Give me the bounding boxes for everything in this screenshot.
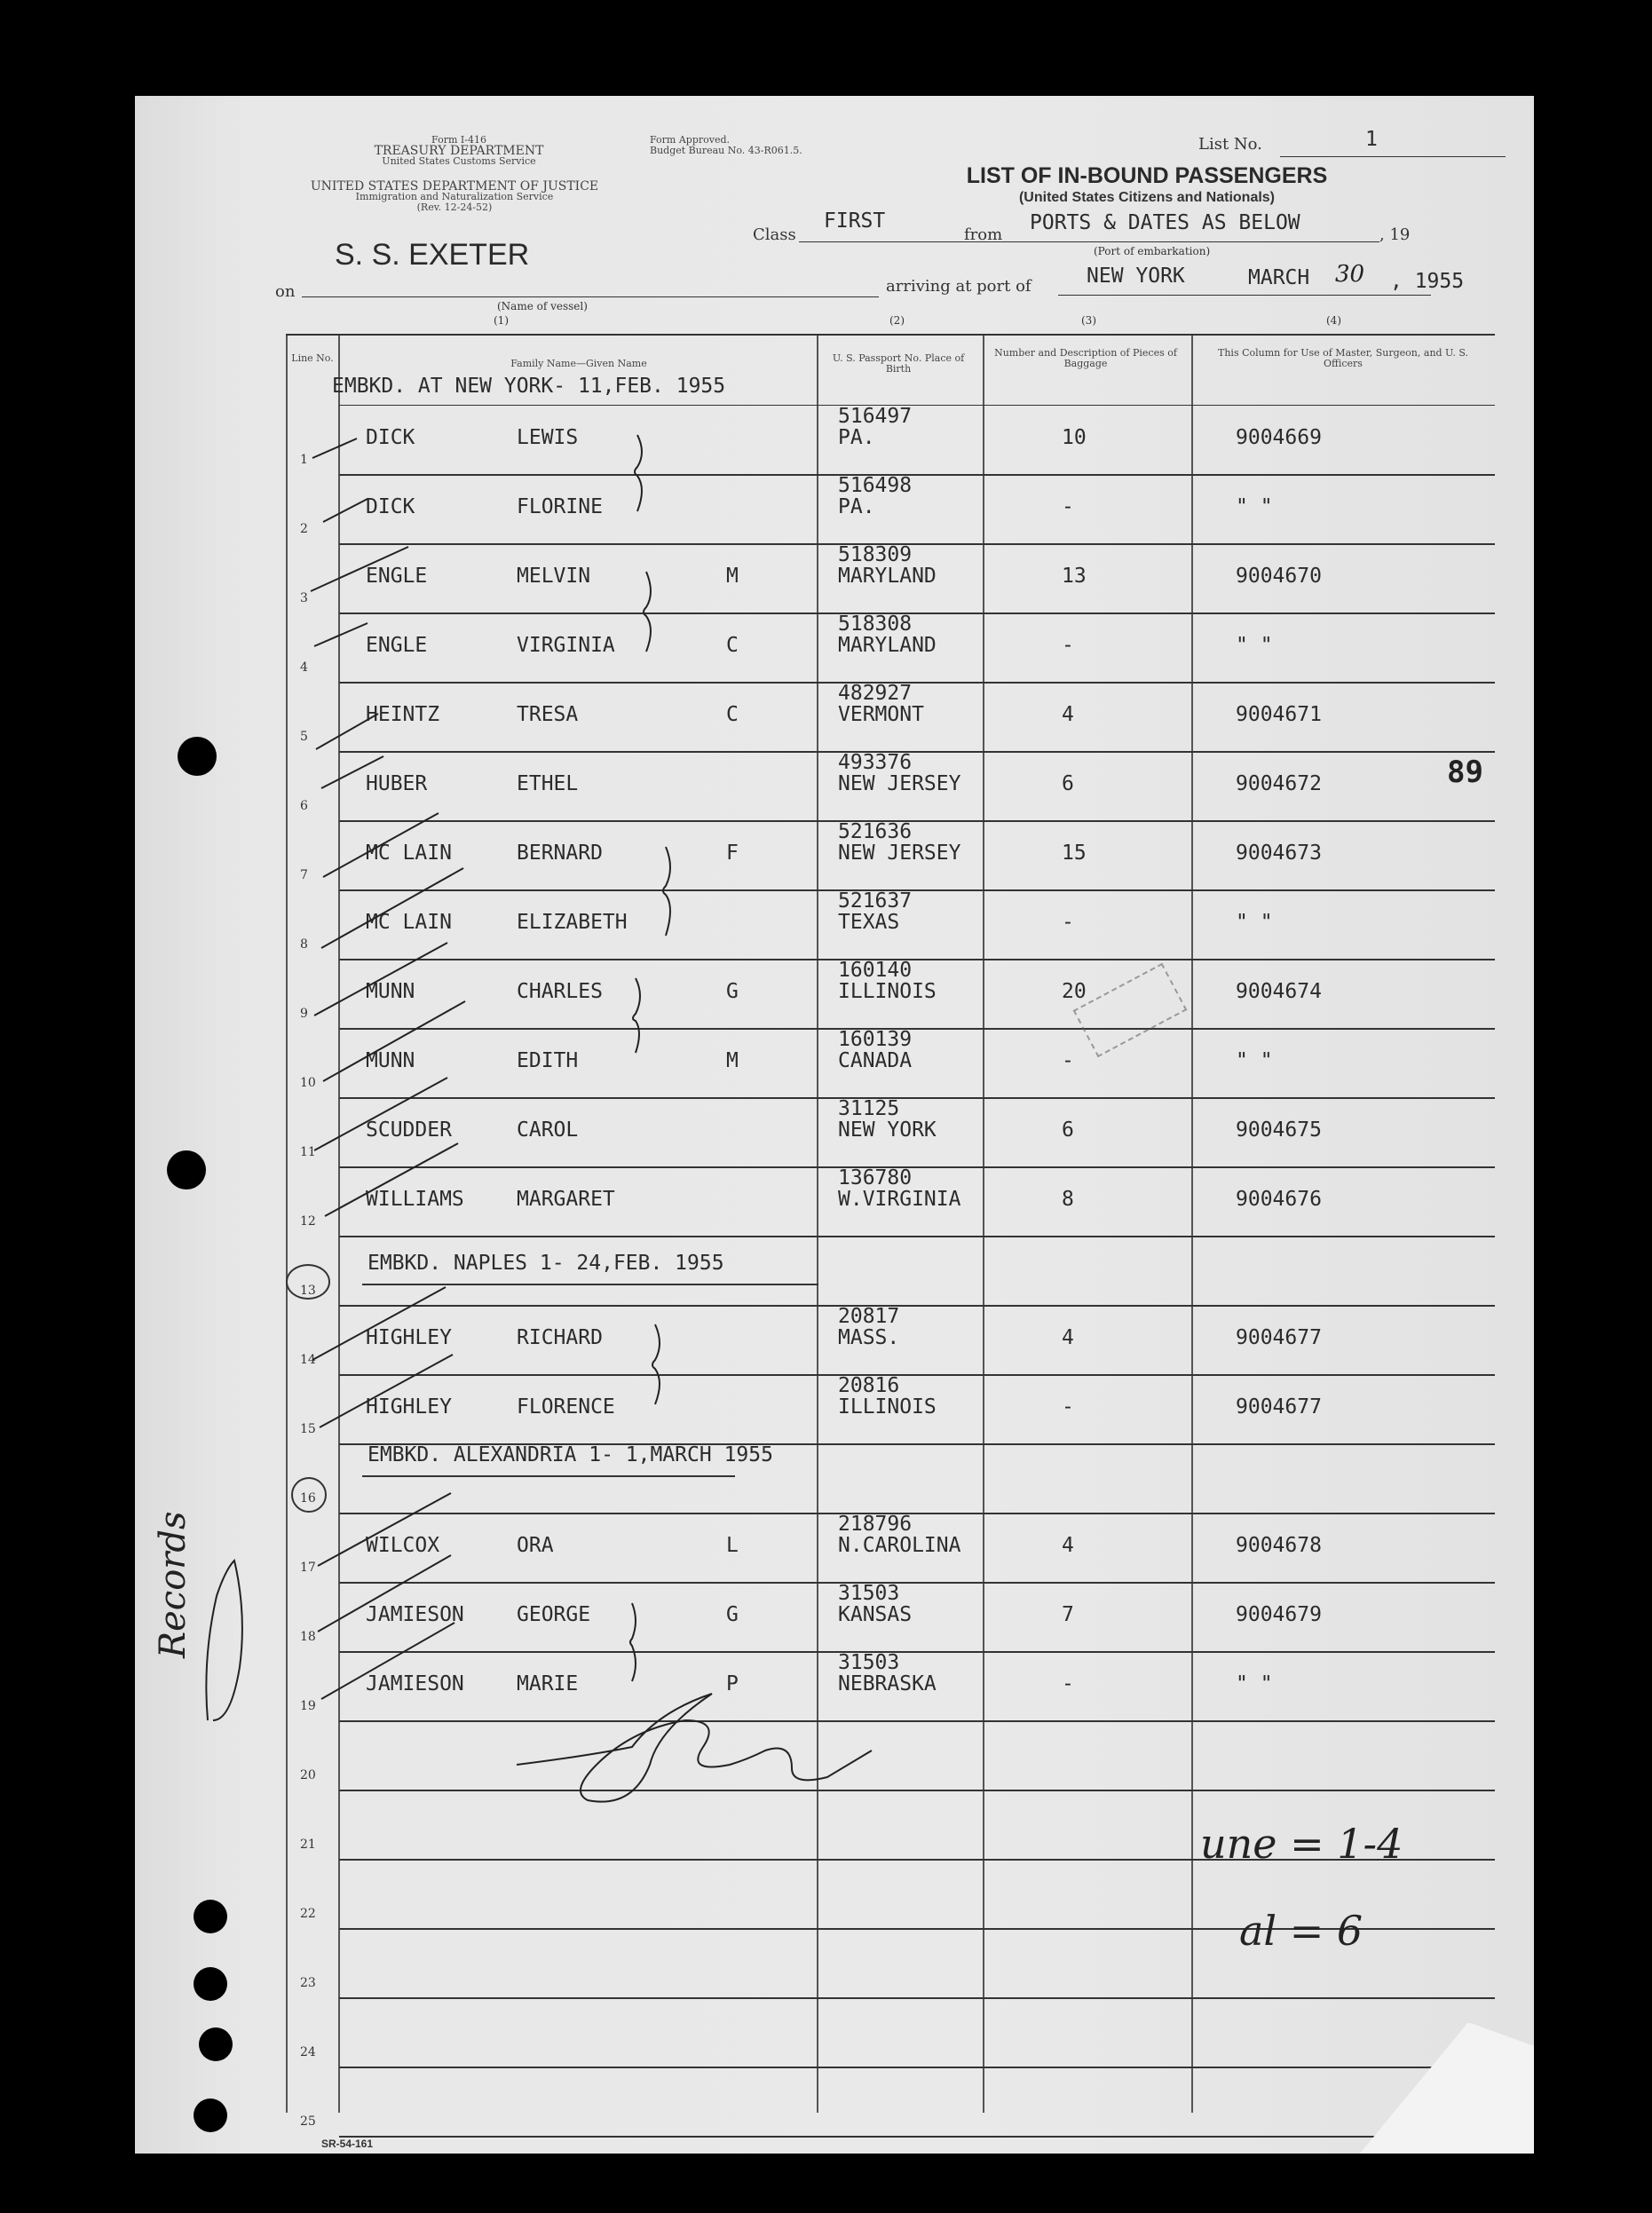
page-title: LIST OF IN-BOUND PASSENGERS: [966, 163, 1328, 188]
passport-number: 31503: [838, 1582, 900, 1605]
line-number: 17: [300, 1561, 316, 1575]
line-number: 24: [300, 2045, 316, 2059]
col-num-1: (1): [494, 314, 509, 327]
arrival-year: , 1955: [1390, 270, 1465, 293]
baggage-count: 20: [1062, 980, 1087, 1003]
family-name: HEINTZ: [366, 703, 440, 726]
status-mark: C: [726, 634, 739, 657]
family-name: ENGLE: [366, 634, 428, 657]
passport-number: 31125: [838, 1097, 900, 1120]
family-name: HUBER: [366, 772, 428, 795]
officer-number: 9004674: [1236, 980, 1322, 1003]
status-mark: L: [726, 1534, 739, 1557]
passport-number: 160139: [838, 1028, 913, 1051]
passport-number: 160140: [838, 959, 913, 982]
given-name: VIRGINIA: [517, 634, 615, 657]
family-name: JAMIESON: [366, 1603, 464, 1626]
given-name: CAROL: [517, 1118, 579, 1142]
officer-number: 9004671: [1236, 703, 1322, 726]
family-name: ENGLE: [366, 565, 428, 588]
family-name: MUNN: [366, 1049, 415, 1072]
baggage-count: 4: [1062, 1534, 1074, 1557]
baggage-count: 15: [1062, 842, 1087, 865]
baggage-count: 10: [1062, 426, 1087, 449]
place-of-birth: ILLINOIS: [838, 980, 937, 1003]
family-name: JAMIESON: [366, 1672, 464, 1695]
section-header-new-york: EMBKD. AT NEW YORK- 11,FEB. 1955: [332, 375, 726, 398]
passport-number: 516497: [838, 405, 913, 428]
place-of-birth: NEBRASKA: [838, 1672, 937, 1695]
baggage-count: 7: [1062, 1603, 1074, 1626]
line-number: 20: [300, 1768, 316, 1782]
officer-number: 9004676: [1236, 1188, 1322, 1211]
passport-number: 493376: [838, 751, 913, 774]
passport-number: 20817: [838, 1305, 900, 1328]
page-stamp-number: 89: [1447, 755, 1483, 790]
family-name: MC LAIN: [366, 842, 452, 865]
line-number: 10: [300, 1076, 316, 1090]
baggage-count: -: [1062, 634, 1074, 657]
baggage-count: 13: [1062, 565, 1087, 588]
arrival-port: NEW YORK: [1087, 265, 1185, 288]
place-of-birth: NEW YORK: [838, 1118, 937, 1142]
line-number: 25: [300, 2114, 316, 2129]
officer-number: 9004677: [1236, 1395, 1322, 1419]
family-name: DICK: [366, 495, 415, 518]
class-label: Class: [753, 225, 796, 244]
line-number: 3: [300, 591, 308, 605]
line-number: 15: [300, 1422, 316, 1436]
col-header-officers: This Column for Use of Master, Surgeon, and U. S. Officers: [1218, 347, 1468, 369]
given-name: GEORGE: [517, 1603, 591, 1626]
officer-number: 9004670: [1236, 565, 1322, 588]
given-name: ELIZABETH: [517, 911, 628, 934]
officer-number: " ": [1236, 634, 1273, 657]
baggage-count: -: [1062, 495, 1074, 518]
officer-number: 9004677: [1236, 1326, 1322, 1349]
baggage-count: -: [1062, 1049, 1074, 1072]
baggage-count: -: [1062, 911, 1074, 934]
list-no-label: List No.: [1198, 135, 1262, 154]
arriving-label: arriving at port of: [886, 277, 1032, 296]
year-prefix: , 19: [1379, 225, 1411, 244]
passport-number: 518308: [838, 613, 913, 636]
passport-number: 31503: [838, 1651, 900, 1674]
given-name: MARIE: [517, 1672, 579, 1695]
given-name: ETHEL: [517, 772, 579, 795]
passport-number: 518309: [838, 543, 913, 566]
baggage-count: -: [1062, 1395, 1074, 1419]
line-number: 8: [300, 937, 308, 952]
form-code: SR-54-161: [321, 2138, 374, 2150]
line-number: 5: [300, 730, 308, 744]
place-of-birth: NEW JERSEY: [838, 842, 961, 865]
place-of-birth: N.CAROLINA: [838, 1534, 961, 1557]
given-name: ORA: [517, 1534, 554, 1557]
col-header-baggage: Number and Description of Pieces of Baggage: [994, 347, 1177, 369]
given-name: CHARLES: [517, 980, 603, 1003]
place-of-birth: TEXAS: [838, 911, 900, 934]
col-num-3: (3): [1081, 314, 1096, 327]
officer-number: " ": [1236, 1049, 1273, 1072]
vessel-name: S. S. EXETER: [335, 238, 530, 272]
on-label: on: [275, 282, 296, 301]
status-mark: C: [726, 703, 739, 726]
family-name: DICK: [366, 426, 415, 449]
passport-number: 521637: [838, 889, 913, 913]
given-name: LEWIS: [517, 426, 579, 449]
arrival-day: 30: [1335, 261, 1365, 288]
officer-number: 9004678: [1236, 1534, 1322, 1557]
col-num-2: (2): [889, 314, 905, 327]
line-number: 2: [300, 522, 308, 536]
vessel-caption: (Name of vessel): [497, 300, 588, 312]
status-mark: G: [726, 1603, 739, 1626]
given-name: TRESA: [517, 703, 579, 726]
line-number: 6: [300, 799, 308, 813]
place-of-birth: W.VIRGINIA: [838, 1188, 961, 1211]
family-name: WILCOX: [366, 1534, 440, 1557]
family-name: MUNN: [366, 980, 415, 1003]
status-mark: G: [726, 980, 739, 1003]
status-mark: P: [726, 1672, 739, 1695]
col-header-line: Line No.: [291, 352, 334, 364]
officer-number: " ": [1236, 1672, 1273, 1695]
handwritten-note-2: al = 6: [1239, 1907, 1363, 1955]
section-header-naples: EMBKD. NAPLES 1- 24,FEB. 1955: [368, 1252, 724, 1275]
col-header-name: Family Name—Given Name: [510, 358, 647, 369]
given-name: MARGARET: [517, 1188, 615, 1211]
passenger-manifest-page: [135, 96, 1534, 2154]
place-of-birth: PA.: [838, 495, 875, 518]
family-name: SCUDDER: [366, 1118, 452, 1142]
col-header-passport: U. S. Passport No. Place of Birth: [832, 352, 965, 375]
class-value: FIRST: [824, 209, 886, 233]
section-header-alexandria: EMBKD. ALEXANDRIA 1- 1,MARCH 1955: [368, 1443, 773, 1466]
given-name: MELVIN: [517, 565, 591, 588]
col-num-4: (4): [1326, 314, 1341, 327]
place-of-birth: MARYLAND: [838, 565, 937, 588]
passport-number: 482927: [838, 682, 913, 705]
from-label: from: [964, 225, 1003, 244]
status-mark: M: [726, 1049, 739, 1072]
passport-number: 521636: [838, 820, 913, 843]
ins-service: Immigration and Naturalization Service: [355, 191, 554, 202]
officer-number: 9004669: [1236, 426, 1322, 449]
from-value: PORTS & DATES AS BELOW: [1030, 211, 1300, 234]
handwritten-note-1: une = 1-4: [1200, 1820, 1403, 1868]
rev-date: (Rev. 12-24-52): [416, 202, 493, 213]
line-number: 13: [300, 1284, 316, 1298]
line-number: 7: [300, 868, 308, 882]
line-number: 16: [300, 1491, 316, 1506]
budget-bureau: Budget Bureau No. 43-R061.5.: [650, 145, 802, 156]
given-name: EDITH: [517, 1049, 579, 1072]
baggage-count: 6: [1062, 1118, 1074, 1142]
embark-caption: (Port of embarkation): [1094, 245, 1211, 257]
margin-handwriting: Records: [153, 1511, 194, 1658]
place-of-birth: VERMONT: [838, 703, 924, 726]
treasury-dept: TREASURY DEPARTMENT: [374, 144, 544, 158]
officer-number: " ": [1236, 911, 1273, 934]
line-number: 1: [300, 453, 308, 467]
passport-number: 20816: [838, 1374, 900, 1397]
passport-number: 516498: [838, 474, 913, 497]
baggage-count: 4: [1062, 1326, 1074, 1349]
page-subtitle: (United States Citizens and Nationals): [1018, 190, 1276, 205]
given-name: FLORENCE: [517, 1395, 615, 1419]
officer-number: " ": [1236, 495, 1273, 518]
given-name: BERNARD: [517, 842, 603, 865]
officer-number: 9004672: [1236, 772, 1322, 795]
place-of-birth: KANSAS: [838, 1603, 913, 1626]
family-name: HIGHLEY: [366, 1395, 452, 1419]
place-of-birth: CANADA: [838, 1049, 913, 1072]
officer-number: 9004675: [1236, 1118, 1322, 1142]
passport-number: 136780: [838, 1166, 913, 1189]
place-of-birth: MASS.: [838, 1326, 900, 1349]
line-number: 22: [300, 1907, 316, 1921]
baggage-count: 4: [1062, 703, 1074, 726]
form-approved: Form Approved.: [650, 134, 731, 146]
baggage-count: 6: [1062, 772, 1074, 795]
passport-number: 218796: [838, 1513, 913, 1536]
place-of-birth: ILLINOIS: [838, 1395, 937, 1419]
list-no-value: 1: [1365, 128, 1378, 151]
line-number: 4: [300, 660, 308, 675]
place-of-birth: MARYLAND: [838, 634, 937, 657]
line-number: 21: [300, 1838, 316, 1852]
family-name: HIGHLEY: [366, 1326, 452, 1349]
officer-number: 9004673: [1236, 842, 1322, 865]
arrival-month: MARCH: [1248, 266, 1310, 289]
line-number: 14: [300, 1353, 316, 1367]
given-name: RICHARD: [517, 1326, 603, 1349]
customs-service: United States Customs Service: [382, 155, 536, 167]
form-number: Form I-416: [431, 134, 486, 146]
given-name: FLORINE: [517, 495, 603, 518]
line-number: 18: [300, 1630, 316, 1644]
officer-number: 9004679: [1236, 1603, 1322, 1626]
baggage-count: 8: [1062, 1188, 1074, 1211]
line-number: 19: [300, 1699, 316, 1713]
status-mark: M: [726, 565, 739, 588]
family-name: WILLIAMS: [366, 1188, 464, 1211]
line-number: 12: [300, 1214, 316, 1229]
justice-dept: UNITED STATES DEPARTMENT OF JUSTICE: [310, 179, 599, 194]
status-mark: F: [726, 842, 739, 865]
line-number: 9: [300, 1007, 308, 1021]
line-number: 11: [300, 1145, 316, 1159]
baggage-count: -: [1062, 1672, 1074, 1695]
line-number: 23: [300, 1976, 316, 1990]
family-name: MC LAIN: [366, 911, 452, 934]
place-of-birth: PA.: [838, 426, 875, 449]
place-of-birth: NEW JERSEY: [838, 772, 961, 795]
